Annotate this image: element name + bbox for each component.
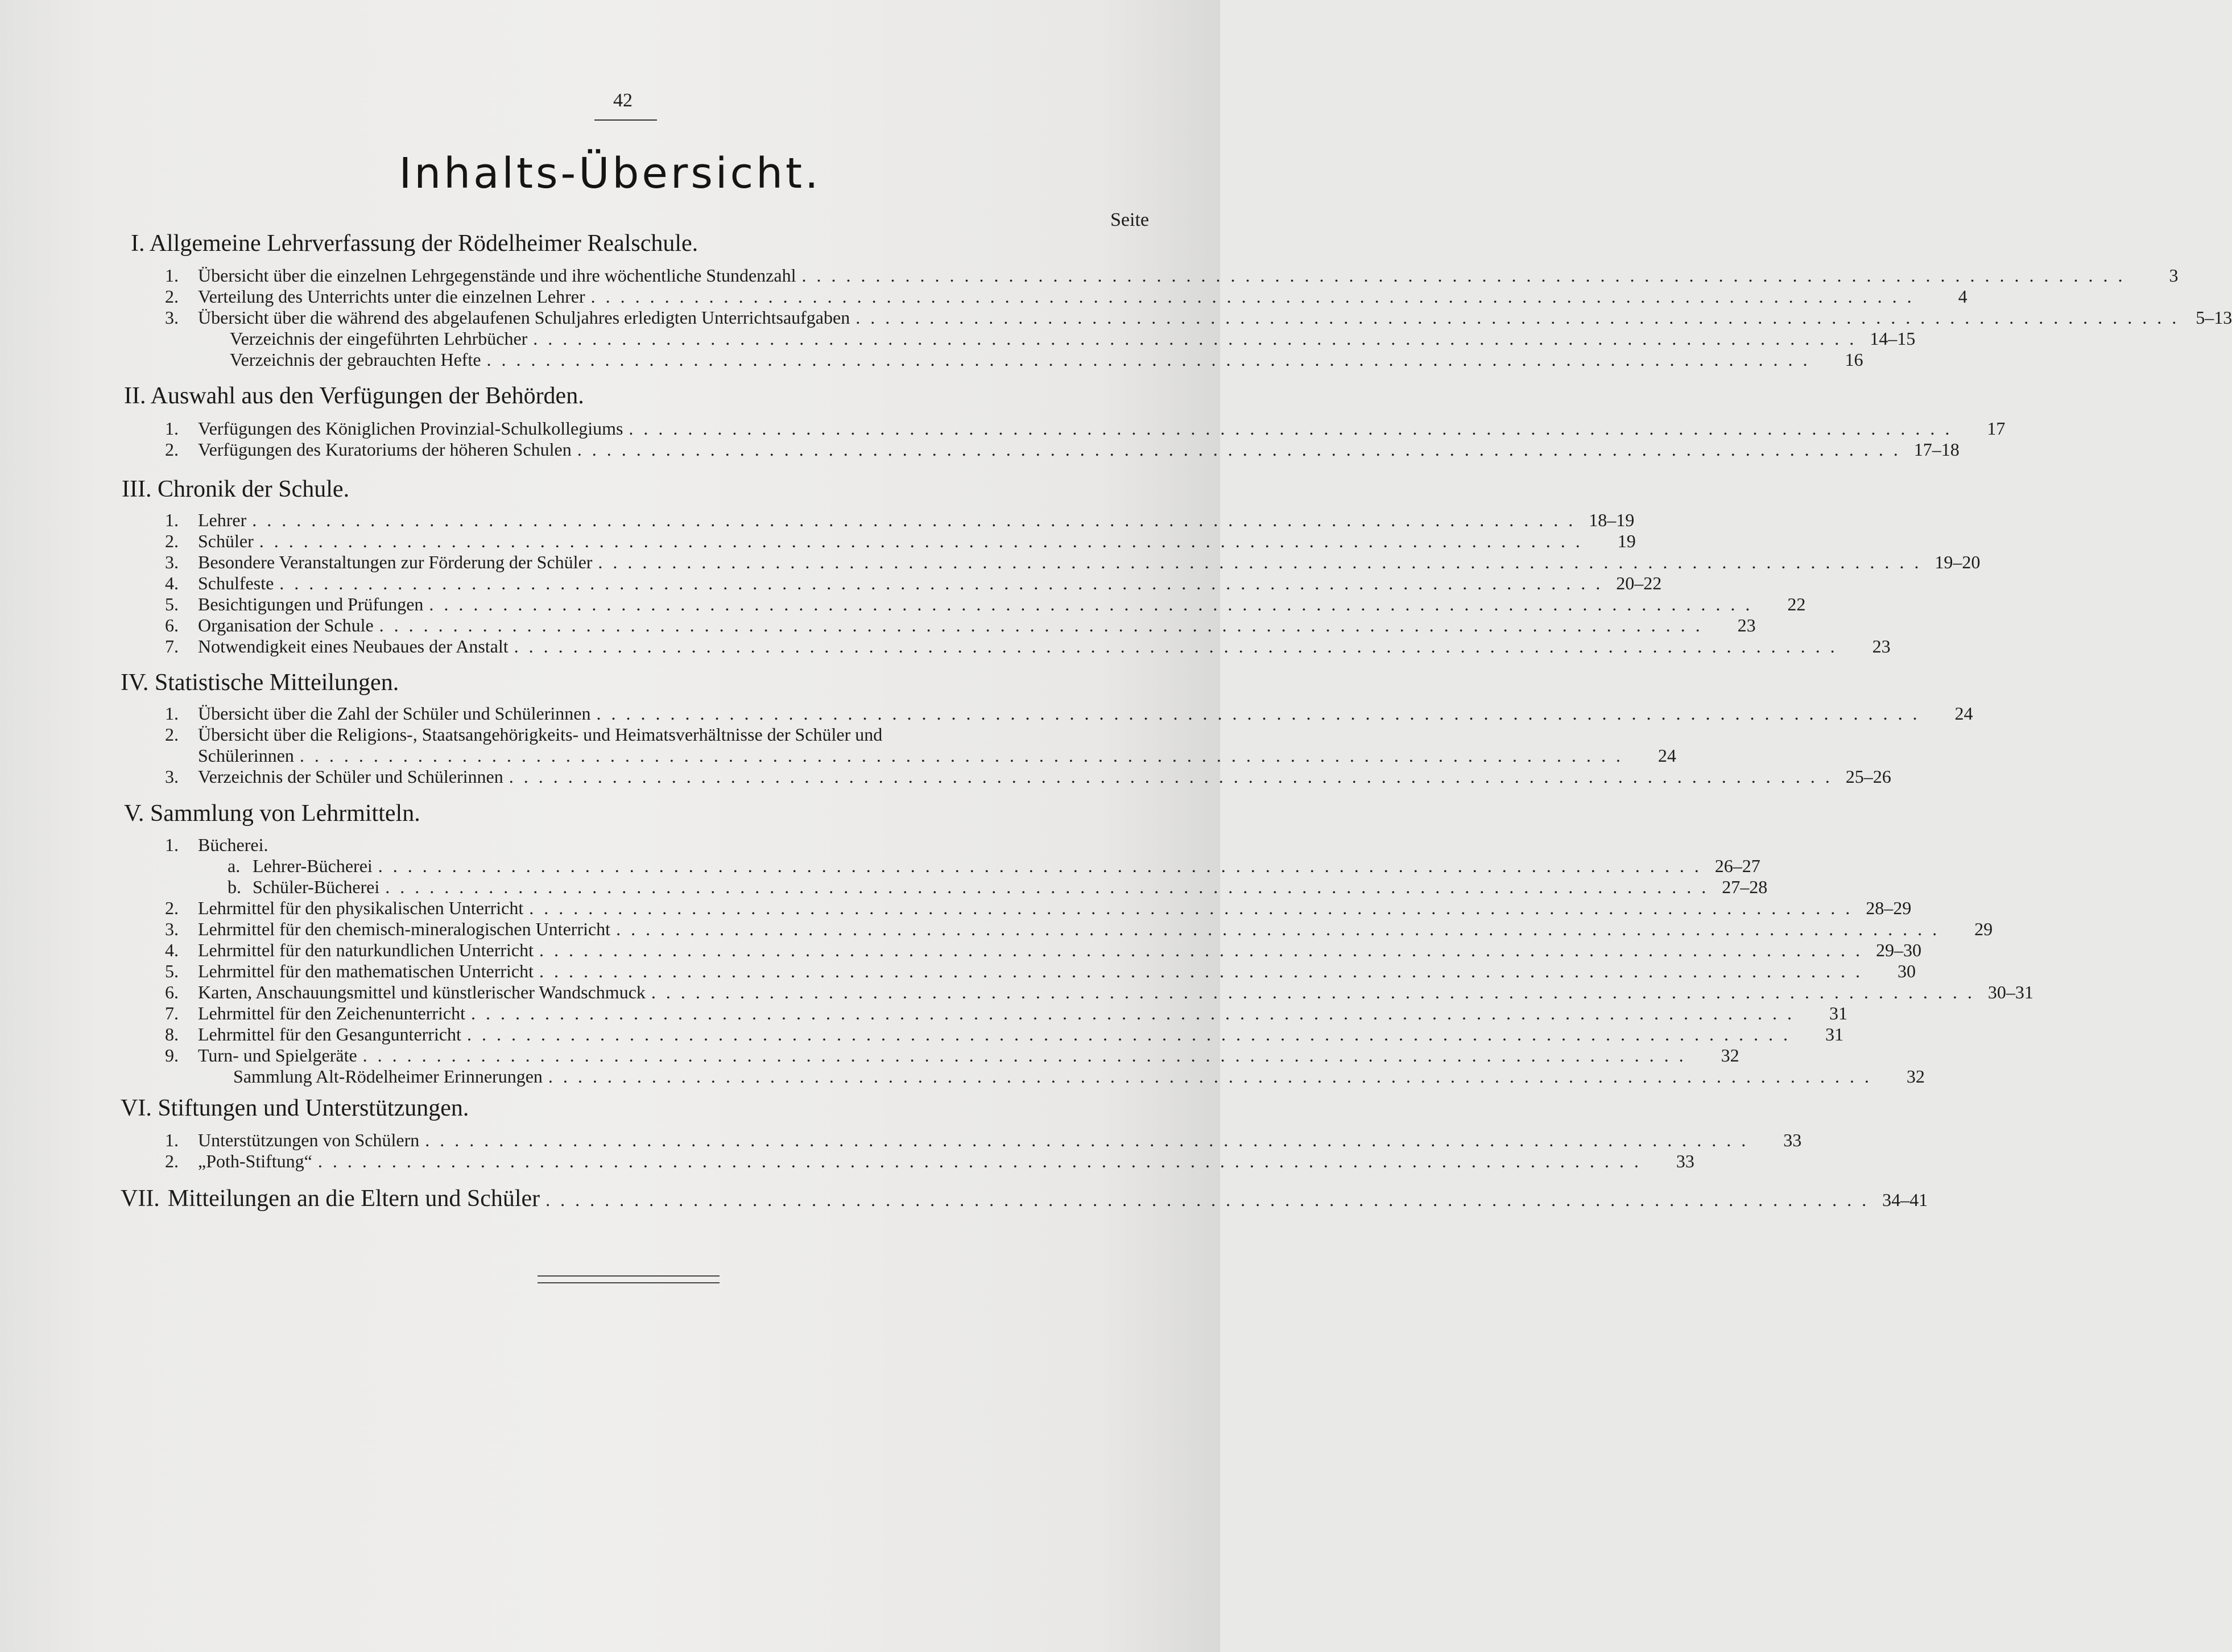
page-column-header: Seite bbox=[1110, 209, 1149, 230]
toc-entry bbox=[165, 439, 1960, 461]
entry-page: 29–30 bbox=[1876, 940, 1922, 960]
entry-number: 3. bbox=[165, 919, 179, 939]
entry-text: Schüler bbox=[198, 531, 254, 551]
entry-page: 20–22 bbox=[1616, 573, 1662, 593]
entry-page: 19–20 bbox=[1935, 552, 1981, 572]
toc-entry bbox=[165, 940, 1922, 961]
leader-dots: .......................................................................................... bbox=[548, 1066, 1879, 1087]
toc-entry bbox=[165, 724, 1149, 746]
end-double-rule bbox=[538, 1275, 720, 1283]
toc-entry bbox=[165, 594, 1806, 616]
section-title bbox=[122, 476, 349, 503]
section-title bbox=[124, 382, 584, 410]
toc-entry bbox=[165, 1003, 1848, 1025]
entry-text: Karten, Anschauungsmittel und künstlerischer Wandschmuck bbox=[198, 982, 646, 1002]
entry-number: 2. bbox=[165, 898, 179, 918]
entry-page: 32 bbox=[1721, 1045, 1739, 1065]
leader-dots: .......................................................................................... bbox=[279, 573, 1611, 593]
entry-number: 5. bbox=[165, 594, 179, 614]
section-number: II. bbox=[124, 383, 146, 409]
toc-entry bbox=[165, 745, 1676, 767]
toc-entry bbox=[165, 418, 2006, 440]
entry-number: b. bbox=[228, 877, 241, 897]
entry-text: Lehrmittel für den Gesangunterricht bbox=[198, 1024, 461, 1044]
entry-text: „Poth-Stiftung“ bbox=[198, 1151, 312, 1171]
entry-number: 1. bbox=[165, 835, 179, 855]
leader-dots: .......................................................................................... bbox=[529, 898, 1861, 918]
entry-number: 8. bbox=[165, 1024, 179, 1044]
entry-text: Lehrmittel für den chemisch-mineralogischen Unterricht bbox=[198, 919, 611, 939]
toc-entry bbox=[165, 510, 1635, 531]
entry-text: Unterstützungen von Schülern bbox=[198, 1130, 420, 1150]
entry-text: Besichtigungen und Prüfungen bbox=[198, 594, 424, 614]
entry-number: a. bbox=[228, 856, 241, 876]
entry-text: Verzeichnis der gebrauchten Hefte bbox=[230, 349, 481, 370]
entry-number: 2. bbox=[165, 286, 179, 307]
entry-text: Lehrmittel für den physikalischen Unterricht bbox=[198, 898, 524, 918]
leader-dots: .......................................................................................... bbox=[259, 531, 1590, 551]
leader-dots: .......................................................................................... bbox=[252, 510, 1584, 530]
entry-text: Verfügungen des Kuratoriums der höheren Schulen bbox=[198, 439, 572, 460]
entry-number: 2. bbox=[165, 531, 179, 551]
leader-dots: .......................................................................................... bbox=[598, 552, 1929, 572]
leader-dots: .......................................................................................... bbox=[299, 745, 1631, 766]
leader-dots: .......................................................................................... bbox=[855, 307, 2187, 328]
entry-text: Übersicht über die Religions-, Staatsangehörigkeits- und Heimatsverhältnisse der Schüler und bbox=[198, 724, 883, 745]
section-number: V. bbox=[124, 800, 144, 827]
leader-dots: .......................................................................................... bbox=[385, 877, 1717, 897]
section-heading: Stiftungen und Unterstützungen. bbox=[158, 1095, 469, 1121]
entry-text: Verzeichnis der eingeführten Lehrbücher bbox=[230, 328, 528, 349]
leader-dots: .......................................................................................... bbox=[539, 940, 1871, 960]
entry-text: Turn- und Spielgeräte bbox=[198, 1045, 357, 1065]
toc-entry bbox=[165, 552, 1981, 573]
entry-text: Besondere Veranstaltungen zur Förderung der Schüler bbox=[198, 552, 593, 572]
entry-number: 2. bbox=[165, 1151, 179, 1171]
entry-number: 3. bbox=[165, 307, 179, 328]
entry-number: 5. bbox=[165, 961, 179, 981]
entry-number: 4. bbox=[165, 940, 179, 960]
toc-entry bbox=[165, 766, 1891, 788]
entry-number: 1. bbox=[165, 1130, 179, 1150]
leader-dots: .......................................................................................... bbox=[471, 1003, 1803, 1023]
toc-entry bbox=[165, 982, 2033, 1003]
entry-page: 31 bbox=[1829, 1003, 1848, 1023]
entry-text: Lehrmittel für den mathematischen Unterricht bbox=[198, 961, 534, 981]
leader-dots: .......................................................................................... bbox=[651, 982, 1982, 1002]
leader-dots: .......................................................................................... bbox=[577, 439, 1908, 460]
toc-entry bbox=[165, 703, 1973, 725]
section-heading: Chronik der Schule. bbox=[157, 476, 350, 502]
entry-number: 2. bbox=[165, 439, 179, 460]
entry-page: 17–18 bbox=[1913, 439, 1960, 460]
entry-number: 4. bbox=[165, 573, 179, 593]
entry-text: Lehrmittel für den naturkundlichen Unterricht bbox=[198, 940, 534, 960]
entry-number: 6. bbox=[165, 615, 179, 635]
entry-number: 1. bbox=[165, 510, 179, 530]
entry-number: 1. bbox=[165, 418, 179, 439]
entry-page: 26–27 bbox=[1714, 856, 1760, 876]
page-number-underline bbox=[594, 119, 657, 121]
entry-page: 28–29 bbox=[1866, 898, 1912, 918]
entry-page: 16 bbox=[1845, 349, 1863, 370]
entry-page: 3 bbox=[2169, 265, 2179, 286]
entry-page: 33 bbox=[1783, 1130, 1802, 1150]
entry-text: Übersicht über die einzelnen Lehrgegenstände und ihre wöchentliche Stundenzahl bbox=[198, 265, 796, 286]
section-heading: Mitteilungen an die Eltern und Schüler bbox=[167, 1186, 540, 1212]
section-number: IV. bbox=[121, 670, 149, 696]
entry-page: 19 bbox=[1617, 531, 1636, 551]
leader-dots: .......................................................................................... bbox=[429, 594, 1760, 614]
section-title bbox=[124, 800, 420, 827]
entry-text: Schüler-Bücherei bbox=[253, 877, 380, 897]
entry-text: Verfügungen des Königlichen Provinzial-Schulkollegiums bbox=[198, 418, 623, 439]
leader-dots: .......................................................................................... bbox=[466, 1024, 1798, 1044]
entry-page: 24 bbox=[1658, 745, 1676, 766]
toc-entry bbox=[165, 328, 1916, 350]
entry-text: Organisation der Schule bbox=[198, 615, 374, 635]
entry-number: 3. bbox=[165, 552, 179, 572]
section-heading: Statistische Mitteilungen. bbox=[154, 670, 399, 696]
section-number: VI. bbox=[121, 1095, 152, 1121]
toc-entry bbox=[165, 286, 1968, 308]
entry-number: 6. bbox=[165, 982, 179, 1002]
entry-number: 1. bbox=[165, 265, 179, 286]
toc-entry bbox=[165, 898, 1912, 919]
entry-page: 24 bbox=[1954, 703, 1973, 724]
leader-dots: .......................................................................................... bbox=[486, 349, 1818, 370]
entry-page: 30–31 bbox=[1987, 982, 2033, 1002]
toc-entry bbox=[165, 1066, 1925, 1088]
toc-entry bbox=[165, 1024, 1844, 1046]
entry-text: Schulfeste bbox=[198, 573, 274, 593]
entry-text: Übersicht über die während des abgelaufenen Schuljahres erledigten Unterrichtsaufgaben bbox=[198, 307, 850, 328]
toc-entry bbox=[165, 835, 1149, 856]
section-number: III. bbox=[122, 476, 152, 502]
entry-text: Sammlung Alt-Rödelheimer Erinnerungen bbox=[233, 1066, 543, 1087]
entry-number: 2. bbox=[165, 724, 179, 745]
entry-page: 27–28 bbox=[1722, 877, 1768, 897]
entry-page: 4 bbox=[1958, 286, 1968, 307]
section-title bbox=[121, 669, 399, 696]
toc-entry bbox=[165, 1045, 1739, 1067]
entry-text: Verzeichnis der Schüler und Schülerinnen bbox=[198, 766, 503, 787]
toc-entry bbox=[165, 615, 1756, 637]
entry-page: 31 bbox=[1825, 1024, 1844, 1044]
leader-dots: .......................................................................................... bbox=[514, 636, 1845, 656]
leader-dots: .......................................................................................... bbox=[425, 1130, 1756, 1150]
entry-text: Übersicht über die Zahl der Schüler und Schülerinnen bbox=[198, 703, 591, 724]
entry-number: 7. bbox=[165, 1003, 179, 1023]
leader-dots: .......................................................................................... bbox=[379, 615, 1710, 635]
section-heading: Auswahl aus den Verfügungen der Behörden. bbox=[150, 383, 584, 409]
leader-dots: .......................................................................................... bbox=[362, 1045, 1694, 1065]
toc-entry bbox=[165, 307, 2232, 329]
entry-number: 3. bbox=[165, 766, 179, 787]
toc-entry bbox=[165, 1151, 1694, 1172]
toc-section-entry bbox=[121, 1185, 1928, 1213]
section-title bbox=[121, 1095, 469, 1122]
entry-text: Verteilung des Unterrichts unter die einzelnen Lehrer bbox=[198, 286, 585, 307]
toc-entry bbox=[165, 919, 1993, 940]
leader-dots: .......................................................................................... bbox=[317, 1151, 1649, 1171]
toc-entry bbox=[165, 636, 1891, 658]
entry-page: 22 bbox=[1787, 594, 1806, 614]
page-title: Inhalts-Übersicht. bbox=[399, 149, 821, 198]
entry-text: Bücherei. bbox=[198, 835, 268, 855]
leader-dots: .......................................................................................... bbox=[378, 856, 1709, 876]
section-title bbox=[131, 230, 698, 257]
leader-dots: .......................................................................................... bbox=[629, 418, 1960, 439]
toc-entry bbox=[228, 877, 1768, 898]
leader-dots: .......................................................................................... bbox=[539, 961, 1870, 981]
toc-entry bbox=[165, 265, 2179, 287]
entry-page: 23 bbox=[1737, 615, 1756, 635]
entry-page: 34–41 bbox=[1882, 1190, 1928, 1210]
entry-text: Schülerinnen bbox=[198, 745, 294, 766]
toc-entry bbox=[165, 573, 1662, 594]
entry-page: 5–13 bbox=[2196, 307, 2232, 328]
entry-number: 7. bbox=[165, 636, 179, 656]
entry-number: 1. bbox=[165, 703, 179, 724]
entry-page: 18–19 bbox=[1589, 510, 1635, 530]
toc-entry bbox=[165, 349, 1863, 371]
page-number: 42 bbox=[613, 90, 633, 111]
leader-dots: .......................................................................................... bbox=[590, 286, 1922, 307]
toc-entry bbox=[165, 1130, 1802, 1151]
entry-text: Notwendigkeit eines Neubaues der Anstalt bbox=[198, 636, 509, 656]
entry-page: 23 bbox=[1872, 636, 1891, 656]
entry-page: 17 bbox=[1987, 418, 2006, 439]
toc-entry bbox=[165, 961, 1916, 982]
leader-dots: .......................................................................................... bbox=[509, 766, 1840, 787]
section-heading: Sammlung von Lehrmitteln. bbox=[150, 800, 420, 827]
entry-text: Lehrer bbox=[198, 510, 247, 530]
leader-dots: .......................................................................................... bbox=[596, 703, 1928, 724]
leader-dots: .......................................................................................... bbox=[801, 265, 2133, 286]
section-heading: Allgemeine Lehrverfassung der Rödelheimer Realschule. bbox=[149, 230, 698, 257]
entry-page: 25–26 bbox=[1845, 766, 1891, 787]
section-number: VII. bbox=[121, 1186, 160, 1212]
toc-entry bbox=[165, 531, 1636, 552]
entry-number: 9. bbox=[165, 1045, 179, 1065]
leader-dots: .......................................................................................... bbox=[545, 1190, 1877, 1210]
entry-page: 14–15 bbox=[1870, 328, 1916, 349]
entry-page: 29 bbox=[1974, 919, 1993, 939]
entry-text: Lehrer-Bücherei bbox=[253, 856, 373, 876]
leader-dots: .......................................................................................... bbox=[616, 919, 1948, 939]
entry-page: 33 bbox=[1676, 1151, 1694, 1171]
toc-entry bbox=[228, 856, 1760, 877]
section-number: I. bbox=[131, 230, 145, 257]
entry-page: 30 bbox=[1898, 961, 1916, 981]
entry-page: 32 bbox=[1906, 1066, 1925, 1087]
leader-dots: .......................................................................................... bbox=[533, 328, 1865, 349]
entry-text: Lehrmittel für den Zeichenunterricht bbox=[198, 1003, 466, 1023]
